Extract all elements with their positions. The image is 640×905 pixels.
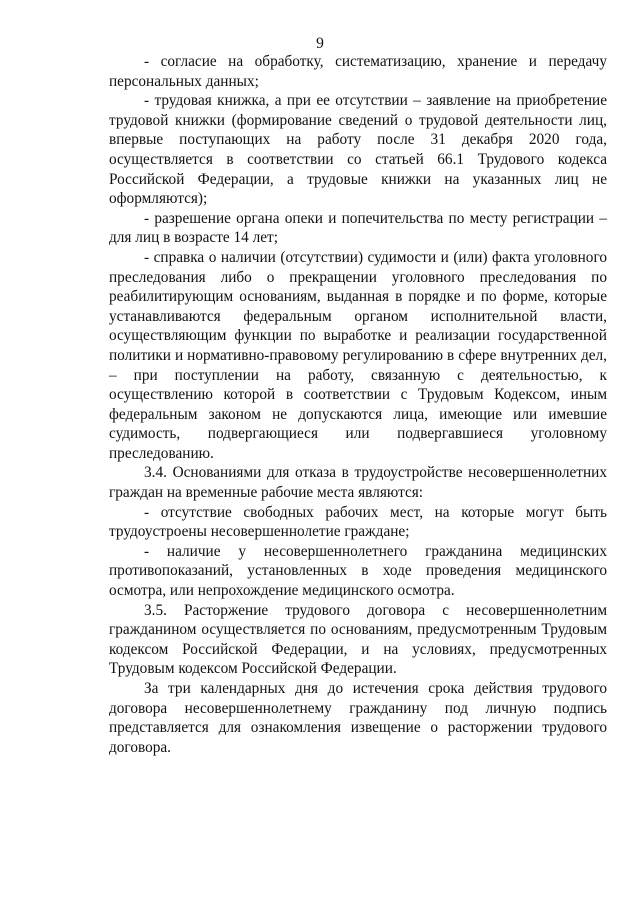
paragraph-guardianship-permit: - разрешение органа опеки и попечительства по месту регистрации – для лиц в возрасте 14 лет; bbox=[109, 209, 607, 247]
paragraph-termination-notice: За три календарных дня до истечения срока действия трудового договора несовершеннолетнему гражданину под личную подпись представляется для ознакомления извещение о расторжении трудового договора. bbox=[109, 680, 607, 756]
paragraph-consent: - согласие на обработку, систематизацию, хранение и передачу персональных данных; bbox=[109, 53, 607, 90]
paragraph-work-book: - трудовая книжка, а при ее отсутствии – заявление на приобретение трудовой книжки (формирование сведений о трудовой деятельности лиц, впервые поступающих на работу после 31 декабря 2020 года, осуществляется в соответствии со статьей 66.1 Трудового кодекса Российской Федерации, а трудовые книжки на указанных лиц не оформляются); bbox=[109, 92, 607, 208]
paragraph-no-vacancies: - отсутствие свободных рабочих мест, на которые могут быть трудоустроены несовершеннолетие граждане; bbox=[109, 503, 607, 541]
paragraph-criminal-record-certificate: - справка о наличии (отсутствии) судимости и (или) факта уголовного преследования либо о прекращении уголовного преследования по реабилитирующим основаниям, выданная в порядке и по форме, которые устанавливаются федеральным органом исполнительной власти, осуществляющим функции по выработке и реализации государственной политики и нормативно-правовому регулированию в сфере внутренних дел, – при поступлении на работу, связанную с деятельностью, к осуществлению которой в соответствии с Трудовым Кодексом, иным федеральным законом не допускаются лица, имеющие или имевшие судимость, подвергающиеся или подвергавшиеся уголовному преследованию. bbox=[109, 248, 607, 462]
paragraph-section-3-5: 3.5. Расторжение трудового договора с несовершеннолетним гражданином осуществляется по основаниям, предусмотренным Трудовым кодексом Российской Федерации, и на условиях, предусмотренных Трудовым кодексом Российской Федерации. bbox=[109, 601, 607, 678]
paragraph-section-3-4: 3.4. Основаниями для отказа в трудоустройстве несовершеннолетних граждан на временные рабочие места являются: bbox=[109, 464, 607, 502]
page-number: 9 bbox=[316, 35, 324, 52]
document-body bbox=[109, 52, 607, 757]
paragraph-medical-contraindications: - наличие у несовершеннолетнего гражданина медицинских противопоказаний, установленных в ходе проведения медицинского осмотра, или непрохождение медицинского осмотра. bbox=[109, 542, 607, 600]
